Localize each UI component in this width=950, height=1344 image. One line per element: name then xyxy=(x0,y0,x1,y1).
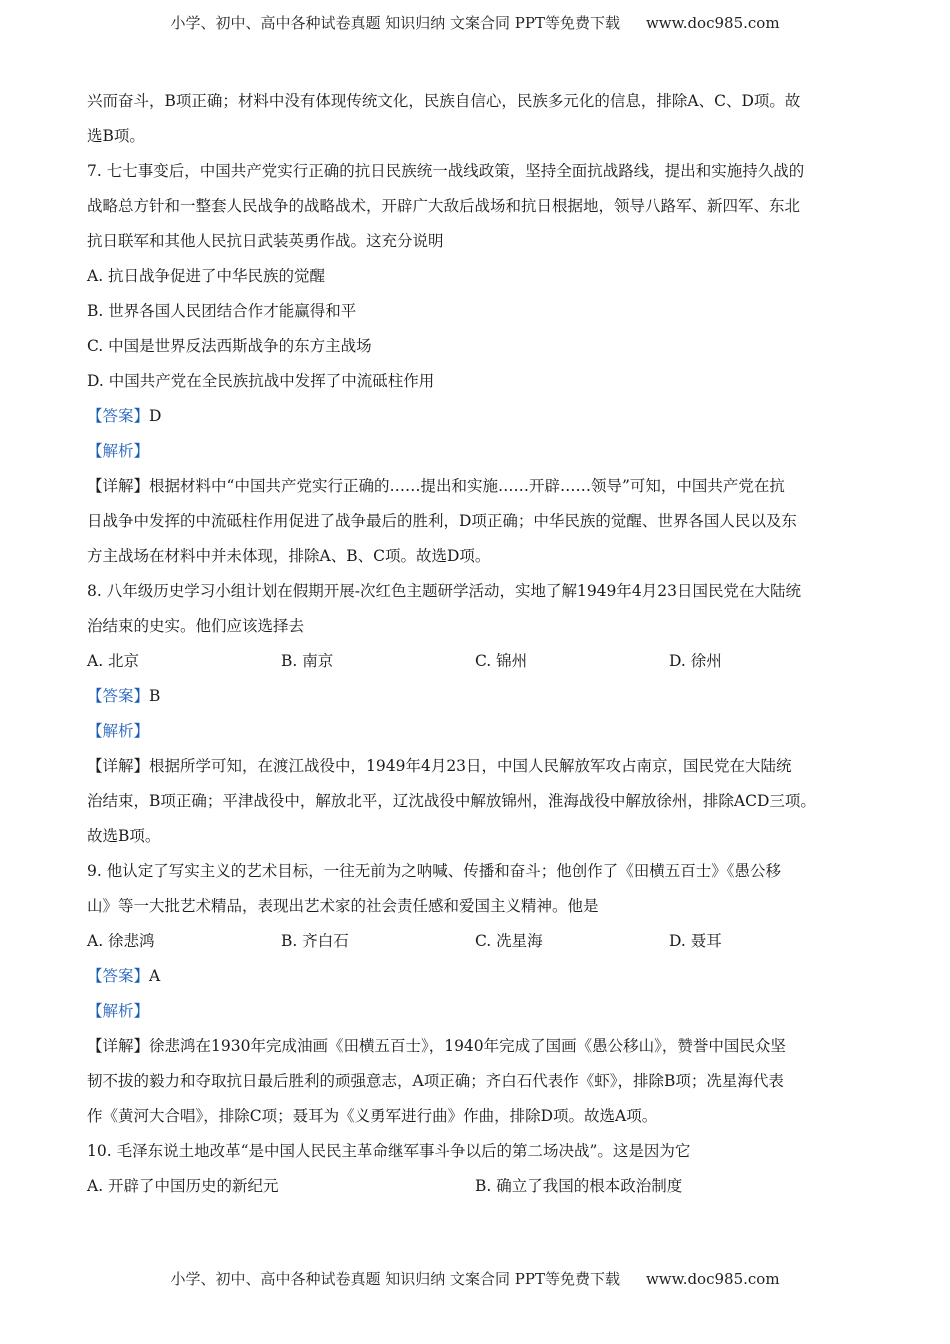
q8-option-b: B. 南京 xyxy=(281,652,334,670)
q8-analysis xyxy=(87,714,887,749)
q9-answer xyxy=(87,959,887,994)
q8-option-d: D. 徐州 xyxy=(669,652,722,670)
q7-answer-value: D xyxy=(149,407,162,425)
detail-label: 【详解】 xyxy=(87,1037,150,1055)
answer-label: 【答案】 xyxy=(87,687,150,705)
q10-options xyxy=(87,1169,887,1204)
q8-stem-line: 8. 八年级历史学习小组计划在假期开展-次红色主题研学活动，实地了解1949年4月23日国民党在大陆统 xyxy=(87,582,801,600)
page-footer xyxy=(0,1268,950,1289)
q8-stem-line: 治结束的史实。他们应该选择去 xyxy=(87,617,305,635)
answer-label: 【答案】 xyxy=(87,407,150,425)
q9-option-a: A. 徐悲鸿 xyxy=(87,932,155,950)
detail-label: 【详解】 xyxy=(87,757,150,775)
analysis-label: 【解析】 xyxy=(87,722,150,740)
q10-stem-line: 10. 毛泽东说土地改革“是中国人民民主革命继军事斗争以后的第二场决战”。这是因为它 xyxy=(87,1142,691,1160)
q7-option-a: A. 抗日战争促进了中华民族的觉醒 xyxy=(87,267,326,285)
document-body xyxy=(87,84,887,1204)
q9-option-c: C. 冼星海 xyxy=(475,932,543,950)
q8-answer-value: B xyxy=(149,687,161,705)
footer-url[interactable]: www.doc985.com xyxy=(645,1270,780,1288)
q9-detail-line xyxy=(87,1029,887,1064)
q8-answer xyxy=(87,679,887,714)
q8-detail-line: 故选B项。 xyxy=(87,827,161,845)
q7-answer xyxy=(87,399,887,434)
q9-analysis xyxy=(87,994,887,1029)
analysis-label: 【解析】 xyxy=(87,442,150,460)
q8-options xyxy=(87,644,887,679)
q10-option-a: A. 开辟了中国历史的新纪元 xyxy=(87,1177,279,1195)
q7-option-c: C. 中国是世界反法西斯战争的东方主战场 xyxy=(87,337,372,355)
header-url[interactable]: www.doc985.com xyxy=(645,14,780,32)
q9-options xyxy=(87,924,887,959)
q7-detail-line xyxy=(87,469,887,504)
q8-option-a: A. 北京 xyxy=(87,652,140,670)
q8-detail-line xyxy=(87,749,887,784)
q9-detail-line: 韧不拔的毅力和夺取抗日最后胜利的顽强意志，A项正确；齐白石代表作《虾》，排除B项；冼星海代表 xyxy=(87,1072,784,1090)
q7-detail-line: 方主战场在材料中并未体现，排除A、B、C项。故选D项。 xyxy=(87,547,491,565)
q7-detail-line: 日战争中发挥的中流砥柱作用促进了战争最后的胜利，D项正确；中华民族的觉醒、世界各国人民以及东 xyxy=(87,512,797,530)
header-text: 小学、初中、高中各种试卷真题 知识归纳 文案合同 PPT等免费下载 xyxy=(170,14,620,32)
page-header xyxy=(0,12,950,33)
q9-detail-line: 作《黄河大合唱》，排除C项；聂耳为《义勇军进行曲》作曲，排除D项。故选A项。 xyxy=(87,1107,658,1125)
q7-detail-text: 根据材料中“中国共产党实行正确的……提出和实施……开辟……领导”可知，中国共产党在抗 xyxy=(149,477,785,495)
q9-stem-line: 山》等一大批艺术精品，表现出艺术家的社会责任感和爱国主义精神。他是 xyxy=(87,897,599,915)
q7-stem-line: 抗日联军和其他人民抗日武装英勇作战。这充分说明 xyxy=(87,232,444,250)
analysis-label: 【解析】 xyxy=(87,1002,150,1020)
q7-analysis xyxy=(87,434,887,469)
q9-stem-line: 9. 他认定了写实主义的艺术目标，一往无前为之呐喊、传播和奋斗；他创作了《田横五百士》《愚公移 xyxy=(87,862,781,880)
q7-stem-line: 7. 七七事变后，中国共产党实行正确的抗日民族统一战线政策，坚持全面抗战路线，提出和实施持久战的 xyxy=(87,162,805,180)
q8-detail-text: 根据所学可知，在渡江战役中，1949年4月23日，中国人民解放军攻占南京，国民党在大陆统 xyxy=(149,757,792,775)
q7-option-b: B. 世界各国人民团结合作才能赢得和平 xyxy=(87,302,357,320)
footer-text: 小学、初中、高中各种试卷真题 知识归纳 文案合同 PPT等免费下载 xyxy=(170,1270,620,1288)
q8-option-c: C. 锦州 xyxy=(475,652,528,670)
answer-label: 【答案】 xyxy=(87,967,150,985)
q9-option-d: D. 聂耳 xyxy=(669,932,722,950)
q8-detail-line: 治结束，B项正确；平津战役中，解放北平，辽沈战役中解放锦州，淮海战役中解放徐州，排除ACD三项。 xyxy=(87,792,816,810)
text-line: 选B项。 xyxy=(87,127,145,145)
q9-answer-value: A xyxy=(149,967,161,985)
q10-option-b: B. 确立了我国的根本政治制度 xyxy=(475,1177,683,1195)
q7-stem-line: 战略总方针和一整套人民战争的战略战术，开辟广大敌后战场和抗日根据地，领导八路军、新四军、东北 xyxy=(87,197,801,215)
detail-label: 【详解】 xyxy=(87,477,150,495)
text-line: 兴而奋斗，B项正确；材料中没有体现传统文化，民族自信心，民族多元化的信息，排除A、C、D项。故 xyxy=(87,92,801,110)
q9-detail-text: 徐悲鸿在1930年完成油画《田横五百士》，1940年完成了国画《愚公移山》，赞誉中国民众坚 xyxy=(149,1037,786,1055)
q7-option-d: D. 中国共产党在全民族抗战中发挥了中流砥柱作用 xyxy=(87,372,435,390)
q9-option-b: B. 齐白石 xyxy=(281,932,349,950)
